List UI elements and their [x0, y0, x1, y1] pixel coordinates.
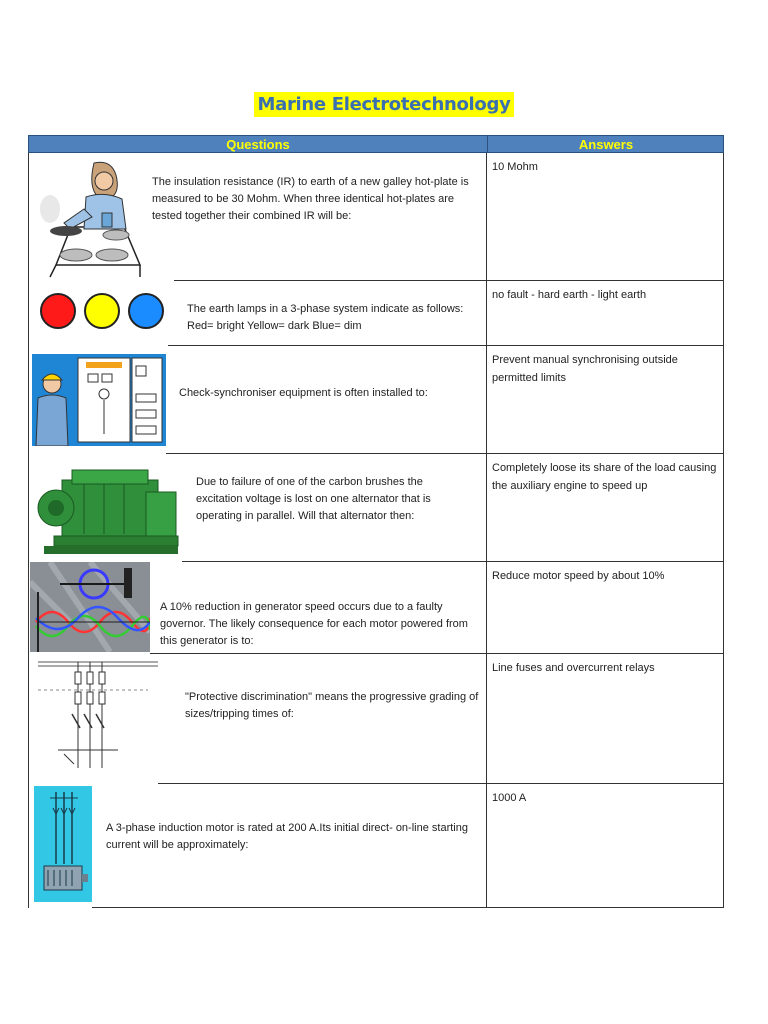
motor-starter-icon	[34, 786, 92, 902]
three-phase-waveform-icon	[30, 562, 150, 652]
question-text: "Protective discrimination" means the progressive grading of sizes/tripping times of:	[185, 691, 479, 720]
fuse-circuit-icon	[38, 658, 158, 778]
table-row	[28, 454, 724, 562]
answer-cell: Reduce motor speed by about 10%	[486, 562, 724, 654]
earth-lamps-icon	[38, 291, 168, 331]
table-row	[28, 281, 724, 346]
question-text: Check-synchroniser equipment is often installed to:	[179, 387, 428, 399]
answer-cell: Line fuses and overcurrent relays	[486, 654, 724, 784]
table-row	[28, 654, 724, 784]
qa-table	[28, 135, 724, 908]
answer-cell: 1000 A	[486, 784, 724, 908]
answers-header: Answers	[578, 137, 634, 152]
generator-engine-icon	[34, 462, 180, 558]
switchboard-engineer-icon	[32, 354, 166, 446]
chef-cooking-icon	[36, 157, 142, 279]
answer-cell: no fault - hard earth - light earth	[486, 281, 724, 346]
table-row	[28, 153, 724, 281]
question-text: The earth lamps in a 3-phase system indicate as follows: Red= bright Yellow= dark Blue= dim	[187, 303, 464, 332]
answer-cell: Prevent manual synchronising outside permitted limits	[486, 346, 724, 454]
document-title	[0, 92, 768, 117]
title-text: Marine Electrotechnology	[254, 92, 513, 117]
row-divider	[92, 907, 486, 908]
table-header	[28, 135, 724, 153]
answer-cell: 10 Mohm	[486, 153, 724, 281]
question-text: A 10% reduction in generator speed occurs due to a faulty governor. The likely consequence for each motor powered from this generator is to:	[160, 601, 468, 647]
questions-header: Questions	[29, 136, 488, 153]
question-text: The insulation resistance (IR) to earth of a new galley hot-plate is measured to be 30 Mohm. When three identical hot-plates are tested together their combined IR will be:	[152, 176, 469, 222]
table-row	[28, 346, 724, 454]
table-row	[28, 784, 724, 908]
question-text: Due to failure of one of the carbon brushes the excitation voltage is lost on one alternator that is operating in parallel. Will that alternator then:	[196, 476, 431, 522]
question-text: A 3-phase induction motor is rated at 200 A.Its initial direct- on-line starting current will be approximately:	[106, 822, 468, 851]
answer-cell: Completely loose its share of the load causing the auxiliary engine to speed up	[486, 454, 724, 562]
table-row	[28, 562, 724, 654]
